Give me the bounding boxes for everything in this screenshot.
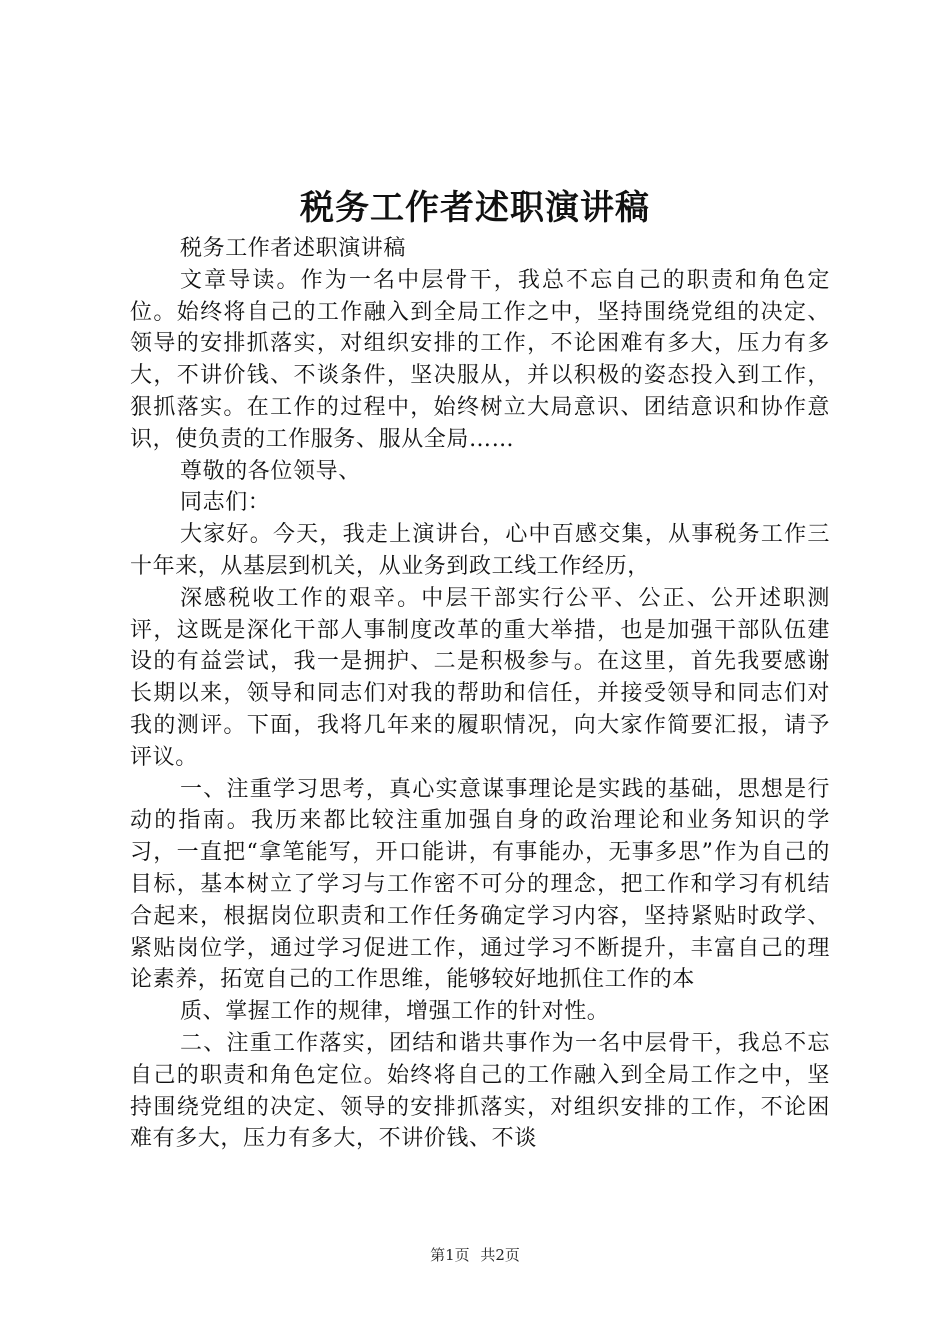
- paragraph-section-one: 一、注重学习思考，真心实意谋事理论是实践的基础，思想是行动的指南。我历来都比较注重加强自身的政治理论和业务知识的学习，一直把“拿笔能写，开口能讲，有事能办，无事多思”作为自己的目标，基本树立了学习与工作密不可分的理念，把工作和学习有机结合起来，根据岗位职责和工作任务确定学习内容，坚持紧贴时政学、紧贴岗位学，通过学习促进工作，通过学习不断提升，丰富自己的理论素养，拓宽自己的工作思维，能够较好地抓住工作的本: [130, 776, 830, 993]
- paragraph-intro: 文章导读。作为一名中层骨干，我总不忘自己的职责和角色定位。始终将自己的工作融入到全局工作之中，坚持围绕党组的决定、领导的安排抓落实，对组织安排的工作，不论困难有多大，压力有多大，不讲价钱、不谈条件，坚决服从，并以积极的姿态投入到工作，狠抓落实。在工作的过程中，始终树立大局意识、团结意识和协作意识，使负责的工作服务、服从全局……: [130, 267, 830, 452]
- document-body: [130, 233, 830, 1155]
- paragraph-greeting: 大家好。今天，我走上演讲台，心中百感交集，从事税务工作三十年来，从基层到机关，从业务到政工线工作经历，: [130, 522, 830, 579]
- page-number: 第1页: [430, 1246, 470, 1264]
- paragraph-section-two: 二、注重工作落实，团结和谐共事作为一名中层骨干，我总不忘自己的职责和角色定位。始终将自己的工作融入到全局工作之中，坚持围绕党组的决定、领导的安排抓落实，对组织安排的工作，不论困难有多大，压力有多大，不讲价钱、不谈: [130, 1030, 830, 1152]
- page-footer: [0, 1245, 950, 1265]
- paragraph-section-one-cont: 质、掌握工作的规律，增强工作的针对性。: [180, 999, 610, 1025]
- paragraph-subtitle: 税务工作者述职演讲稿: [180, 236, 407, 261]
- document-title: 税务工作者述职演讲稿: [300, 188, 650, 228]
- paragraph-salutation: 尊敬的各位领导、: [180, 458, 361, 484]
- paragraph-appraisal: 深感税收工作的艰辛。中层干部实行公平、公正、公开述职测评，这既是深化干部人事制度改革的重大举措，也是加强干部队伍建设的有益尝试，我一是拥护、二是积极参与。在这里，首先我要感谢长期以来，领导和同志们对我的帮助和信任，并接受领导和同志们对我的测评。下面，我将几年来的履职情况，向大家作简要汇报，请予评议。: [130, 585, 830, 770]
- page-total: 共2页: [480, 1246, 520, 1264]
- paragraph-salutation-2: 同志们：: [180, 490, 271, 516]
